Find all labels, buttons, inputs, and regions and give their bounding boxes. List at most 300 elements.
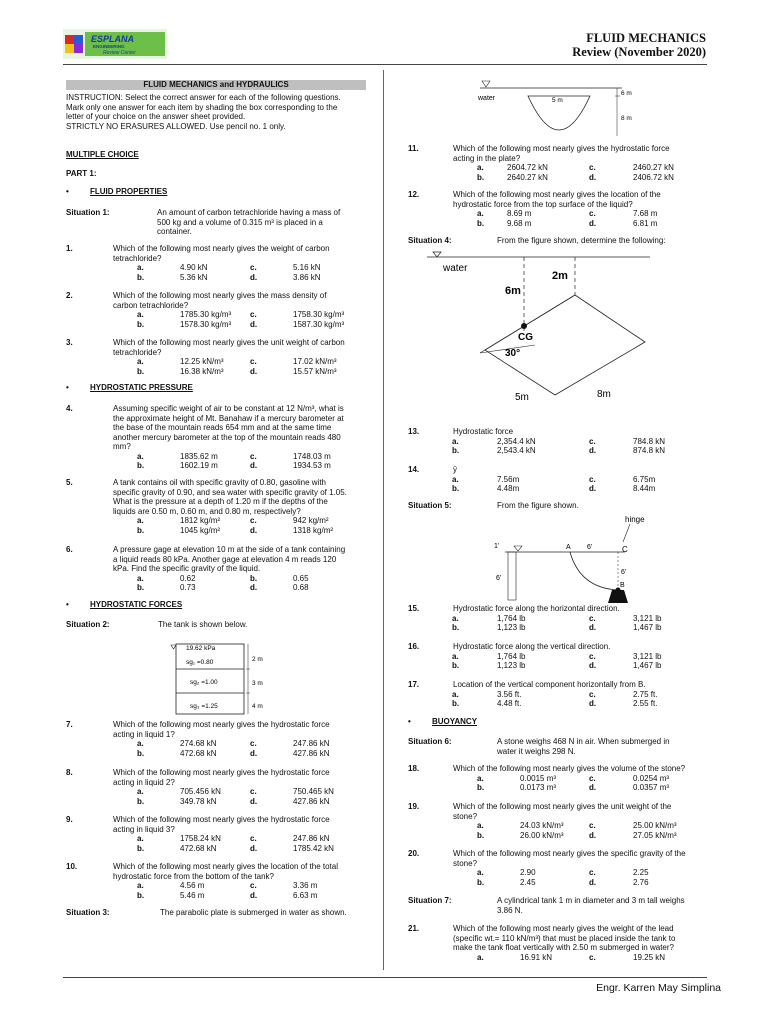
choice-letter: d. xyxy=(250,319,258,329)
section-fluid-properties: FLUID PROPERTIES xyxy=(90,187,168,196)
choice-letter: b. xyxy=(452,623,460,632)
question-number: 5. xyxy=(66,478,73,487)
question-line: acting in liquid 3? xyxy=(113,824,175,834)
question-line: Which of the following most nearly gives the location of the total xyxy=(113,862,339,871)
choice-value: 5.46 m xyxy=(180,890,205,900)
question-line: stone? xyxy=(453,811,478,821)
choice-value: 24.03 kN/m³ xyxy=(520,821,564,830)
choice-letter: a. xyxy=(137,310,144,319)
choice-letter: d. xyxy=(589,623,597,632)
question-text xyxy=(113,545,371,574)
question-line: the approximate height of Mt. Banahaw if a mercury barometer at xyxy=(113,413,344,423)
section-buoyancy: BUOYANCY xyxy=(432,717,478,726)
choice-letter: b. xyxy=(452,661,460,670)
question-line: liquids are 0.50 m, 0.60 m, and 0.80 m, respectively? xyxy=(113,506,301,516)
choice-letter: c. xyxy=(250,357,257,366)
choice-letter: c. xyxy=(589,821,596,830)
sg3-label: sg₃ =1.25 xyxy=(190,703,218,710)
question-number: 2. xyxy=(66,291,73,300)
choice-letter: a. xyxy=(137,787,144,796)
choice-letter: c. xyxy=(250,881,257,890)
choice-letter: a. xyxy=(137,357,144,366)
choice-letter: d. xyxy=(250,525,258,535)
question-line: A tank contains oil with specific gravity of 0.80, gasoline with xyxy=(113,478,326,487)
choice-letter: c. xyxy=(250,834,257,843)
question-number: 20. xyxy=(408,849,420,858)
choice-letter: a. xyxy=(452,613,459,623)
header-subtitle: Review (November 2020) xyxy=(572,45,706,59)
choice-value: 8.44m xyxy=(633,484,656,493)
choice-value: 6.63 m xyxy=(293,890,318,900)
choice-letter: b. xyxy=(477,783,485,792)
hinge-label: hinge xyxy=(625,515,645,524)
label-8m: 8m xyxy=(597,389,611,400)
choice-letter: a. xyxy=(452,436,459,446)
choice-value: 0.0173 m³ xyxy=(520,783,557,792)
choice-letter: c. xyxy=(589,163,596,172)
choice-value: 16.38 kN/m³ xyxy=(180,366,224,376)
choice-value: 1587.30 kg/m³ xyxy=(293,319,345,329)
choice-value: 247.86 kN xyxy=(293,834,330,843)
question-number: 14. xyxy=(408,465,420,474)
question-line: mm? xyxy=(113,442,131,451)
question-line: stone? xyxy=(453,858,478,868)
part-heading: PART 1: xyxy=(66,169,97,178)
question-line: Which of the following most nearly gives the volume of the stone? xyxy=(453,764,686,773)
esplana-logo xyxy=(63,29,167,59)
parabolic-plate-figure xyxy=(470,76,650,142)
choice-value: 5.36 kN xyxy=(180,272,208,282)
choice-letter: c. xyxy=(589,868,596,877)
choice-value: 472.68 kN xyxy=(180,843,217,853)
choice-letter: d. xyxy=(589,446,597,455)
tank-pressure-label: 19.62 kPa xyxy=(186,645,216,652)
situation-7-label: Situation 7: xyxy=(408,896,452,905)
question-number: 15. xyxy=(408,604,420,613)
choice-letter: d. xyxy=(589,877,597,887)
choice-value: 1785.30 kg/m³ xyxy=(180,310,232,319)
label-5m: 5m xyxy=(515,392,529,403)
choice-value: 0.0357 m³ xyxy=(633,783,670,792)
question-text xyxy=(113,244,371,263)
choice-value: 2,354.4 kN xyxy=(497,436,536,446)
label-6ft-right: 6' xyxy=(621,569,627,576)
choice-value: 274.68 kN xyxy=(180,739,217,748)
choice-letter: d. xyxy=(250,796,258,806)
depth-1-label: 2 m xyxy=(252,656,263,663)
bullet: • xyxy=(66,187,69,196)
situation-2-label: Situation 2: xyxy=(66,620,110,629)
question-number: 8. xyxy=(66,768,73,777)
choice-letter: b. xyxy=(137,583,145,592)
choice-value: 2604.72 kN xyxy=(507,163,548,172)
question-line: specific gravity of 0.90, and sea water with specific gravity of 1.05. xyxy=(113,487,347,497)
choice-value: 1748.03 m xyxy=(293,451,331,461)
question-line: Which of the following most nearly gives the mass density of xyxy=(113,291,327,300)
choice-value: 2460.27 kN xyxy=(633,163,674,172)
question-line: hydrostatic force from the top surface of the liquid? xyxy=(453,199,633,209)
question-line: Which of the following most nearly gives the hydrostatic force xyxy=(113,815,330,824)
question-line: Location of the vertical component horizontally from B. xyxy=(453,680,646,689)
label-angle: 30° xyxy=(505,348,521,359)
choice-value: 7.56m xyxy=(497,474,520,484)
label-2m: 2m xyxy=(552,270,568,282)
instructions xyxy=(66,93,376,131)
svg-text:ESPLANA: ESPLANA xyxy=(91,34,135,44)
choice-letter: b. xyxy=(452,699,460,708)
choice-value: 942 kg/m² xyxy=(293,516,329,525)
inclined-plate-figure xyxy=(425,250,655,410)
question-text xyxy=(453,764,708,774)
question-line: the base of the mountain reads 654 mm and at the same time xyxy=(113,423,332,432)
choice-letter: d. xyxy=(589,783,597,792)
choice-letter: b. xyxy=(137,461,145,470)
choice-value: 4.48m xyxy=(497,484,520,493)
choice-letter: c. xyxy=(250,263,257,272)
question-number: 4. xyxy=(66,404,73,413)
depth-8m-label: 8 m xyxy=(621,115,632,122)
curved-gate-figure xyxy=(470,510,670,606)
question-line: tetrachloride? xyxy=(113,347,162,357)
choice-letter: b. xyxy=(452,484,460,493)
situation-4-label: Situation 4: xyxy=(408,236,452,245)
choice-value: 3,121 lb xyxy=(633,613,662,623)
situation-6-label: Situation 6: xyxy=(408,737,452,746)
question-line: kPa. Find the specific gravity of the liquid. xyxy=(113,564,261,573)
sg2-label: sg₂ =1.00 xyxy=(190,679,218,686)
question-text xyxy=(453,604,708,614)
choice-letter: a. xyxy=(137,834,144,843)
label-6ft-left: 6' xyxy=(496,575,502,582)
situation-5-label: Situation 5: xyxy=(408,501,452,510)
choice-letter: a. xyxy=(477,821,484,830)
choice-letter: d. xyxy=(589,830,597,840)
choice-letter: b. xyxy=(137,366,145,376)
question-line: What is the pressure at a depth of 1.20 m if the depths of the xyxy=(113,497,328,506)
choice-value: 8.69 m xyxy=(507,209,532,218)
choice-letter: b. xyxy=(137,272,145,282)
question-text xyxy=(453,427,708,437)
document-header xyxy=(572,31,706,59)
situation-1-text: An amount of carbon tetrachloride having a mass of 500 kg and a volume of 0.315 m³ is placed in a container. xyxy=(157,208,341,236)
choice-letter: a. xyxy=(137,263,144,272)
question-number: 12. xyxy=(408,190,420,199)
choice-letter: c. xyxy=(250,739,257,748)
choice-value: 1812 kg/m² xyxy=(180,516,221,525)
choice-letter: d. xyxy=(250,461,258,470)
question-text xyxy=(453,680,708,690)
choice-letter: a. xyxy=(477,209,484,218)
depth-6m-label: 6 m xyxy=(621,90,632,97)
choice-value: 427.86 kN xyxy=(293,748,330,758)
question-number: 21. xyxy=(408,924,420,933)
question-line: acting in liquid 2? xyxy=(113,777,175,787)
question-line: Assuming specific weight of air to be constant at 12 N/m³, what is xyxy=(113,404,344,413)
question-line: Which of the following most nearly gives the weight of the lead xyxy=(453,924,674,933)
header-title: FLUID MECHANICS xyxy=(586,31,706,45)
choice-value: 16.91 kN xyxy=(520,952,553,962)
question-line: ȳ xyxy=(453,465,457,474)
situation-5-text: From the figure shown. xyxy=(497,501,579,510)
question-text xyxy=(453,190,708,209)
choice-letter: a. xyxy=(452,651,459,661)
choice-value: 1,467 lb xyxy=(633,623,662,632)
choice-value: 784.8 kN xyxy=(633,436,666,446)
choice-letter: c. xyxy=(589,689,596,699)
choice-value: 2.75 ft. xyxy=(633,689,658,699)
question-text xyxy=(113,815,371,834)
choice-value: 27.05 kN/m³ xyxy=(633,830,677,840)
choice-value: 0.73 xyxy=(180,583,196,592)
choice-value: 5.16 kN xyxy=(293,263,321,272)
question-text xyxy=(113,338,371,357)
choice-letter: d. xyxy=(250,890,258,900)
point-c-label: C xyxy=(622,545,628,554)
choice-value: 2,543.4 kN xyxy=(497,446,536,455)
instruction-line: INSTRUCTION: Select the correct answer for each of the following questions. xyxy=(66,93,341,102)
choice-letter: c. xyxy=(589,952,596,962)
bullet: • xyxy=(66,600,69,609)
question-line: Which of the following most nearly gives the weight of carbon xyxy=(113,244,330,253)
choice-value: 9.68 m xyxy=(507,218,532,228)
choice-letter: c. xyxy=(250,451,257,461)
choice-letter: a. xyxy=(137,573,144,583)
choice-value: 2.25 xyxy=(633,868,649,877)
choice-letter: b. xyxy=(137,796,145,806)
choice-letter: c. xyxy=(250,310,257,319)
choice-letter: b. xyxy=(137,843,145,853)
instruction-line: STRICTLY NO ERASURES ALLOWED. Use pencil no. 1 only. xyxy=(66,121,286,131)
question-number: 6. xyxy=(66,545,73,554)
choice-letter: d. xyxy=(250,272,258,282)
footer-author: Engr. Karren May Simplina xyxy=(596,982,721,994)
question-line: acting in the plate? xyxy=(453,153,521,163)
choice-letter: b. xyxy=(477,830,485,840)
choice-letter: b. xyxy=(137,890,145,900)
question-number: 17. xyxy=(408,680,420,689)
choice-letter: b. xyxy=(452,446,460,455)
choice-value: 2.90 xyxy=(520,868,536,877)
question-line: tetrachloride? xyxy=(113,253,162,263)
column-divider xyxy=(383,70,384,970)
question-line: Which of the following most nearly gives the hydrostatic force xyxy=(113,768,330,777)
question-line: carbon tetrachloride? xyxy=(113,300,189,310)
choice-value: 4.48 ft. xyxy=(497,699,522,708)
choice-letter: d. xyxy=(250,843,258,853)
question-line: Hydrostatic force xyxy=(453,427,514,436)
svg-text:Review Center: Review Center xyxy=(103,50,136,56)
choice-letter: a. xyxy=(452,689,459,699)
situation-3-label: Situation 3: xyxy=(66,908,110,917)
question-number: 9. xyxy=(66,815,73,824)
choice-value: 1758.30 kg/m³ xyxy=(293,310,345,319)
question-text xyxy=(113,404,371,452)
choice-value: 874.8 kN xyxy=(633,446,666,455)
svg-text:ENGINEERING: ENGINEERING xyxy=(93,44,125,49)
choice-value: 25.00 kN/m³ xyxy=(633,821,677,830)
choice-value: 705.456 kN xyxy=(180,787,221,796)
choice-letter: c. xyxy=(250,787,257,796)
situation-1-label: Situation 1: xyxy=(66,208,110,217)
question-line: Which of the following most nearly gives the hydrostatic force xyxy=(113,720,330,729)
choice-value: 1835.62 m xyxy=(180,451,218,461)
bullet: • xyxy=(66,383,69,392)
choice-value: 15.57 kN/m³ xyxy=(293,366,337,376)
instruction-line: Mark only one answer for each item by shading the box corresponding to the xyxy=(66,102,338,112)
point-b-label: B xyxy=(620,582,625,589)
choice-value: 3.36 m xyxy=(293,881,318,890)
choice-value: 1785.42 kN xyxy=(293,843,334,853)
question-text xyxy=(113,862,371,881)
depth-2-label: 3 m xyxy=(252,680,263,687)
choice-value: 0.65 xyxy=(293,573,309,583)
footer-divider xyxy=(63,977,707,978)
choice-letter: d. xyxy=(589,172,597,182)
question-number: 3. xyxy=(66,338,73,347)
question-text xyxy=(453,465,708,475)
choice-letter: d. xyxy=(589,661,597,670)
choice-value: 4.56 m xyxy=(180,881,205,890)
question-text xyxy=(453,849,708,868)
choice-letter: d. xyxy=(589,218,597,228)
choice-letter: a. xyxy=(477,773,484,783)
choice-value: 7.68 m xyxy=(633,209,658,218)
situation-2-text: The tank is shown below. xyxy=(158,620,248,629)
question-line: acting in liquid 1? xyxy=(113,729,175,739)
choice-value: 1758.24 kN xyxy=(180,834,221,843)
section-hydrostatic-pressure: HYDROSTATIC PRESSURE xyxy=(90,383,193,392)
choice-value: 17.02 kN/m³ xyxy=(293,357,337,366)
choice-value: 1045 kg/m² xyxy=(180,525,221,535)
choice-value: 19.25 kN xyxy=(633,952,666,962)
question-number: 1. xyxy=(66,244,73,253)
question-line: a liquid reads 80 kPa. Another gage at elevation 4 m reads 120 xyxy=(113,554,337,564)
choice-letter: c. xyxy=(250,516,257,525)
choice-letter: b. xyxy=(250,573,258,583)
choice-letter: c. xyxy=(589,773,596,783)
choice-letter: a. xyxy=(477,163,484,172)
choice-value: 1,764 lb xyxy=(497,613,526,623)
bullet: • xyxy=(408,717,411,726)
question-line: another mercury barometer at the top of the mountain reads 480 xyxy=(113,432,341,442)
choice-value: 2.76 xyxy=(633,877,649,887)
choice-value: 1,467 lb xyxy=(633,661,662,670)
choice-letter: d. xyxy=(589,699,597,708)
question-number: 19. xyxy=(408,802,420,811)
question-number: 16. xyxy=(408,642,420,651)
question-line: Which of the following most nearly gives the specific gravity of the xyxy=(453,849,686,858)
choice-value: 26.00 kN/m³ xyxy=(520,830,564,840)
choice-value: 6.75m xyxy=(633,474,656,484)
section-hydrostatic-forces: HYDROSTATIC FORCES xyxy=(90,600,183,609)
choice-value: 427.86 kN xyxy=(293,796,330,806)
choice-value: 3.86 kN xyxy=(293,272,321,282)
question-text xyxy=(113,291,371,310)
situation-4-text: From the figure shown, determine the following: xyxy=(497,236,666,245)
question-number: 13. xyxy=(408,427,420,436)
choice-value: 4.90 kN xyxy=(180,263,208,272)
choice-letter: c. xyxy=(589,651,596,661)
choice-letter: b. xyxy=(137,525,145,535)
choice-value: 12.25 kN/m³ xyxy=(180,357,224,366)
plate-width-label: 5 m xyxy=(552,97,563,104)
point-a-label: A xyxy=(566,544,571,551)
question-line: Which of the following most nearly gives the hydrostatic force xyxy=(453,144,670,153)
choice-letter: c. xyxy=(589,209,596,218)
choice-value: 0.68 xyxy=(293,583,309,592)
choice-letter: b. xyxy=(137,748,145,758)
question-number: 10. xyxy=(66,862,78,871)
label-1ft: 1' xyxy=(494,543,500,550)
choice-value: 0.0015 m³ xyxy=(520,773,557,783)
label-6ft-top: 6' xyxy=(587,544,593,551)
question-line: make the tank float vertically with 2.50 m submerged in water? xyxy=(453,943,674,952)
choice-letter: b. xyxy=(477,218,485,228)
choice-letter: d. xyxy=(250,366,258,376)
choice-letter: c. xyxy=(589,613,596,623)
choice-letter: a. xyxy=(137,516,144,525)
question-text xyxy=(453,144,708,163)
tank-figure xyxy=(168,636,278,716)
question-text xyxy=(453,924,708,953)
choice-letter: a. xyxy=(477,952,484,962)
choice-value: 1,123 lb xyxy=(497,623,526,632)
choice-letter: b. xyxy=(477,877,485,887)
question-text xyxy=(453,642,708,652)
situation-3-text: The parabolic plate is submerged in water as shown. xyxy=(160,908,347,917)
choice-value: 3,121 lb xyxy=(633,651,662,661)
choice-letter: a. xyxy=(137,451,144,461)
choice-value: 2.45 xyxy=(520,877,536,887)
water-label: water xyxy=(478,95,496,102)
question-line: Which of the following most nearly gives the unit weight of the xyxy=(453,802,672,811)
choice-letter: c. xyxy=(589,474,596,484)
choice-letter: c. xyxy=(589,436,596,446)
label-6m: 6m xyxy=(505,285,521,297)
label-cg: CG xyxy=(518,332,533,343)
situation-6-text: A stone weighs 468 N in air. When submerged in water it weighs 298 N. xyxy=(497,737,670,756)
choice-value: 750.465 kN xyxy=(293,787,334,796)
choice-letter: a. xyxy=(452,474,459,484)
choice-value: 3.56 ft. xyxy=(497,689,522,699)
choice-value: 2.55 ft. xyxy=(633,699,658,708)
question-line: Which of the following most nearly gives the unit weight of carbon xyxy=(113,338,345,347)
question-line: hydrostatic force from the bottom of the tank? xyxy=(113,871,274,881)
header-divider xyxy=(63,64,707,65)
question-line: Hydrostatic force along the vertical direction. xyxy=(453,642,611,651)
choice-value: 0.62 xyxy=(180,573,196,583)
choice-value: 1578.30 kg/m³ xyxy=(180,319,232,329)
question-line: Which of the following most nearly gives the location of the xyxy=(453,190,661,199)
choice-value: 2406.72 kN xyxy=(633,172,674,182)
section-banner: FLUID MECHANICS and HYDRAULICS xyxy=(66,80,366,90)
choice-value: 247.86 kN xyxy=(293,739,330,748)
instruction-line: letter of your choice on the answer sheet provided. xyxy=(66,112,246,121)
question-text xyxy=(113,478,371,516)
choice-value: 1318 kg/m² xyxy=(293,525,334,535)
water-label-2: water xyxy=(443,263,468,274)
choice-letter: d. xyxy=(589,484,597,493)
choice-letter: d. xyxy=(250,748,258,758)
question-number: 18. xyxy=(408,764,420,773)
choice-value: 1,764 lb xyxy=(497,651,526,661)
choice-value: 1,123 lb xyxy=(497,661,526,670)
choice-letter: d. xyxy=(250,583,258,592)
choice-letter: a. xyxy=(137,739,144,748)
sg1-label: sg₁ =0.80 xyxy=(186,659,214,666)
choice-value: 1602.19 m xyxy=(180,461,218,470)
choice-letter: b. xyxy=(477,172,485,182)
